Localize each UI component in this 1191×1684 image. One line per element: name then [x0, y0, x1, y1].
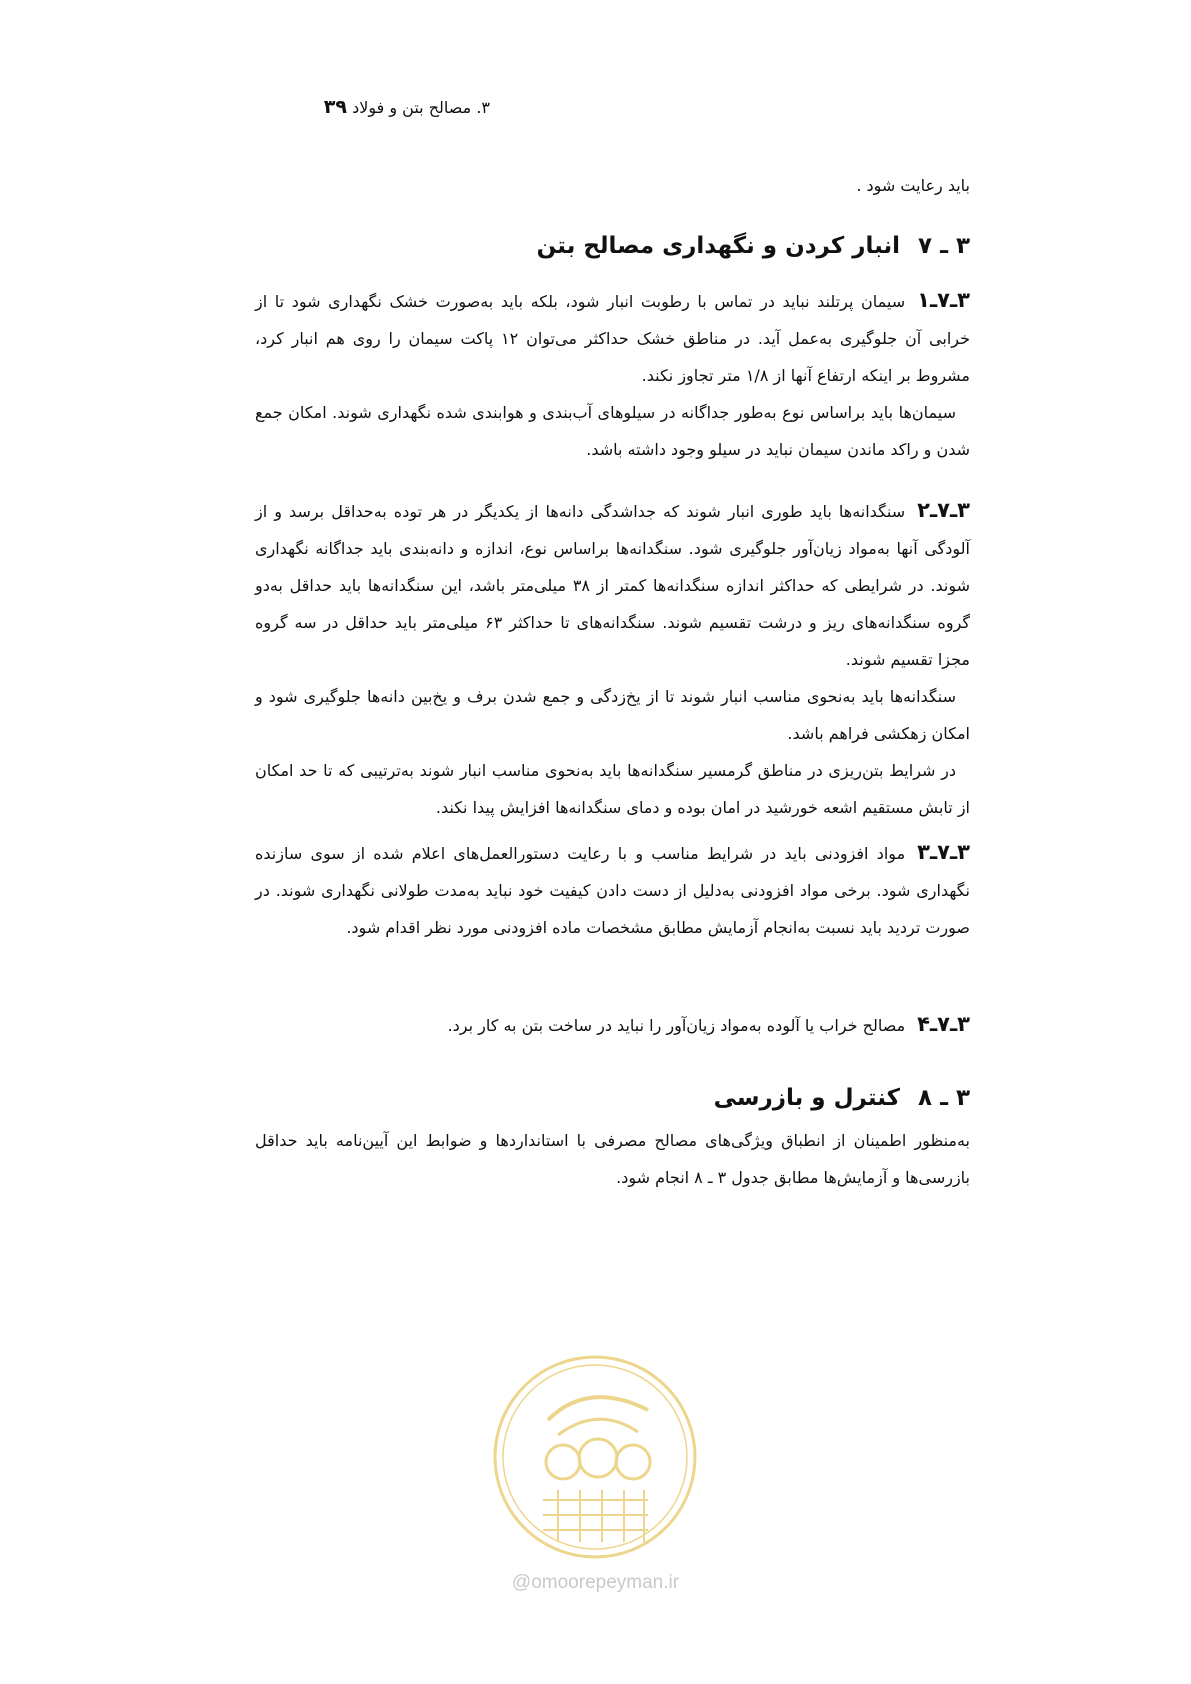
watermark-stamp-icon [488, 1350, 703, 1565]
clause-text: سنگدانه‌ها باید طوری انبار شوند که جداشدگی دانه‌ها از یکدیگر در هر توده به‌حداقل برسد و از آلودگی آنها به‌مواد زیان‌آور جلوگیری شود. سنگدانه‌ها براساس نوع، اندازه و دانه‌بندی باید جداگانه نگهداری شوند. در شرایطی که حداکثر اندازه سنگدانه‌ها کمتر از ۳۸ میلی‌متر باشد، این سنگدانه‌ها باید حداقل به‌دو گروه سنگدانه‌های ریز و درشت تقسیم شوند. سنگدانه‌های تا حداکثر ۶۳ میلی‌متر باید حداقل در سه گروه مجزا تقسیم شوند. [255, 502, 971, 669]
clause-number: ۳ـ۷ـ۴ [917, 1012, 970, 1036]
section-number: ۳ ـ ۷ [918, 233, 970, 259]
intro-line: باید رعایت شود . [856, 176, 970, 195]
clause-3-7-2 [255, 492, 970, 826]
clause-paragraph: در شرایط بتن‌ریزی در مناطق گرمسیر سنگدانه‌ها باید به‌نحوی مناسب انبار شوند به‌ترتیبی که تا حد امکان از تابش مستقیم اشعه خورشید در امان بوده و دمای سنگدانه‌ها افزایش پیدا نکند. [255, 761, 970, 817]
clause-3-7-3 [255, 834, 970, 946]
watermark-url: @omoorepeyman.ir [511, 1572, 680, 1593]
clause-text: سیمان پرتلند نباید در تماس با رطوبت انبار شود، بلکه باید به‌صورت خشک نگهداری شود تا از خرابی آن جلوگیری به‌عمل آید. در مناطق خشک حداکثر می‌توان ۱۲ پاکت سیمان را روی هم انبار کرد، مشروط بر اینکه ارتفاع آنها از ۱/۸ متر تجاوز نکند. [255, 292, 970, 385]
section-title: انبار کردن و نگهداری مصالح بتن [536, 233, 901, 259]
section-number: ۳ ـ ۸ [918, 1085, 970, 1111]
clause-number: ۳ـ۷ـ۲ [917, 498, 970, 522]
chapter-title: ۳. مصالح بتن و فولاد [352, 98, 490, 117]
section-3-7-heading [255, 226, 970, 266]
running-header [250, 96, 490, 118]
clause-3-7-4 [255, 1006, 970, 1044]
intro-block [255, 168, 970, 204]
section-paragraph: به‌منظور اطمینان از انطباق ویژگی‌های مصالح مصرفی با استانداردها و ضوابط این آیین‌نامه باید حداقل بازرسی‌ها و آزمایش‌ها مطابق جدول ۳ ـ ۸ انجام شود. [255, 1131, 970, 1187]
section-3-8 [255, 1078, 970, 1196]
clause-paragraph: سیمان‌ها باید براساس نوع به‌طور جداگانه در سیلوهای آب‌بندی و هوابندی شده نگهداری شوند. امکان جمع شدن و راکد ماندن سیمان نباید در سیلو وجود داشته باشد. [255, 403, 970, 459]
section-3-8-heading [255, 1078, 970, 1118]
clause-text: مصالح خراب یا آلوده به‌مواد زیان‌آور را نباید در ساخت بتن به کار برد. [447, 1016, 906, 1035]
clause-number: ۳ـ۷ـ۱ [917, 288, 970, 312]
clause-text: مواد افزودنی باید در شرایط مناسب و با رعایت دستورالعمل‌های اعلام شده از سوی سازنده نگهداری شود. برخی مواد افزودنی به‌دلیل از دست دادن کیفیت خود نباید به‌مدت طولانی نگهداری شوند. در صورت تردید باید نسبت به‌انجام آزمایش مطابق مشخصات ماده افزودنی مورد نظر اقدام شود. [255, 844, 970, 937]
clause-paragraph: سنگدانه‌ها باید به‌نحوی مناسب انبار شوند تا از یخ‌زدگی و جمع شدن برف و یخ‌بین دانه‌ها جلوگیری شود و امکان زهکشی فراهم باشد. [255, 687, 970, 743]
section-title: کنترل و بازرسی [713, 1085, 901, 1111]
clause-3-7-1 [255, 282, 970, 468]
clause-number: ۳ـ۷ـ۳ [917, 840, 970, 864]
page-number: ۳۹ [323, 96, 347, 118]
